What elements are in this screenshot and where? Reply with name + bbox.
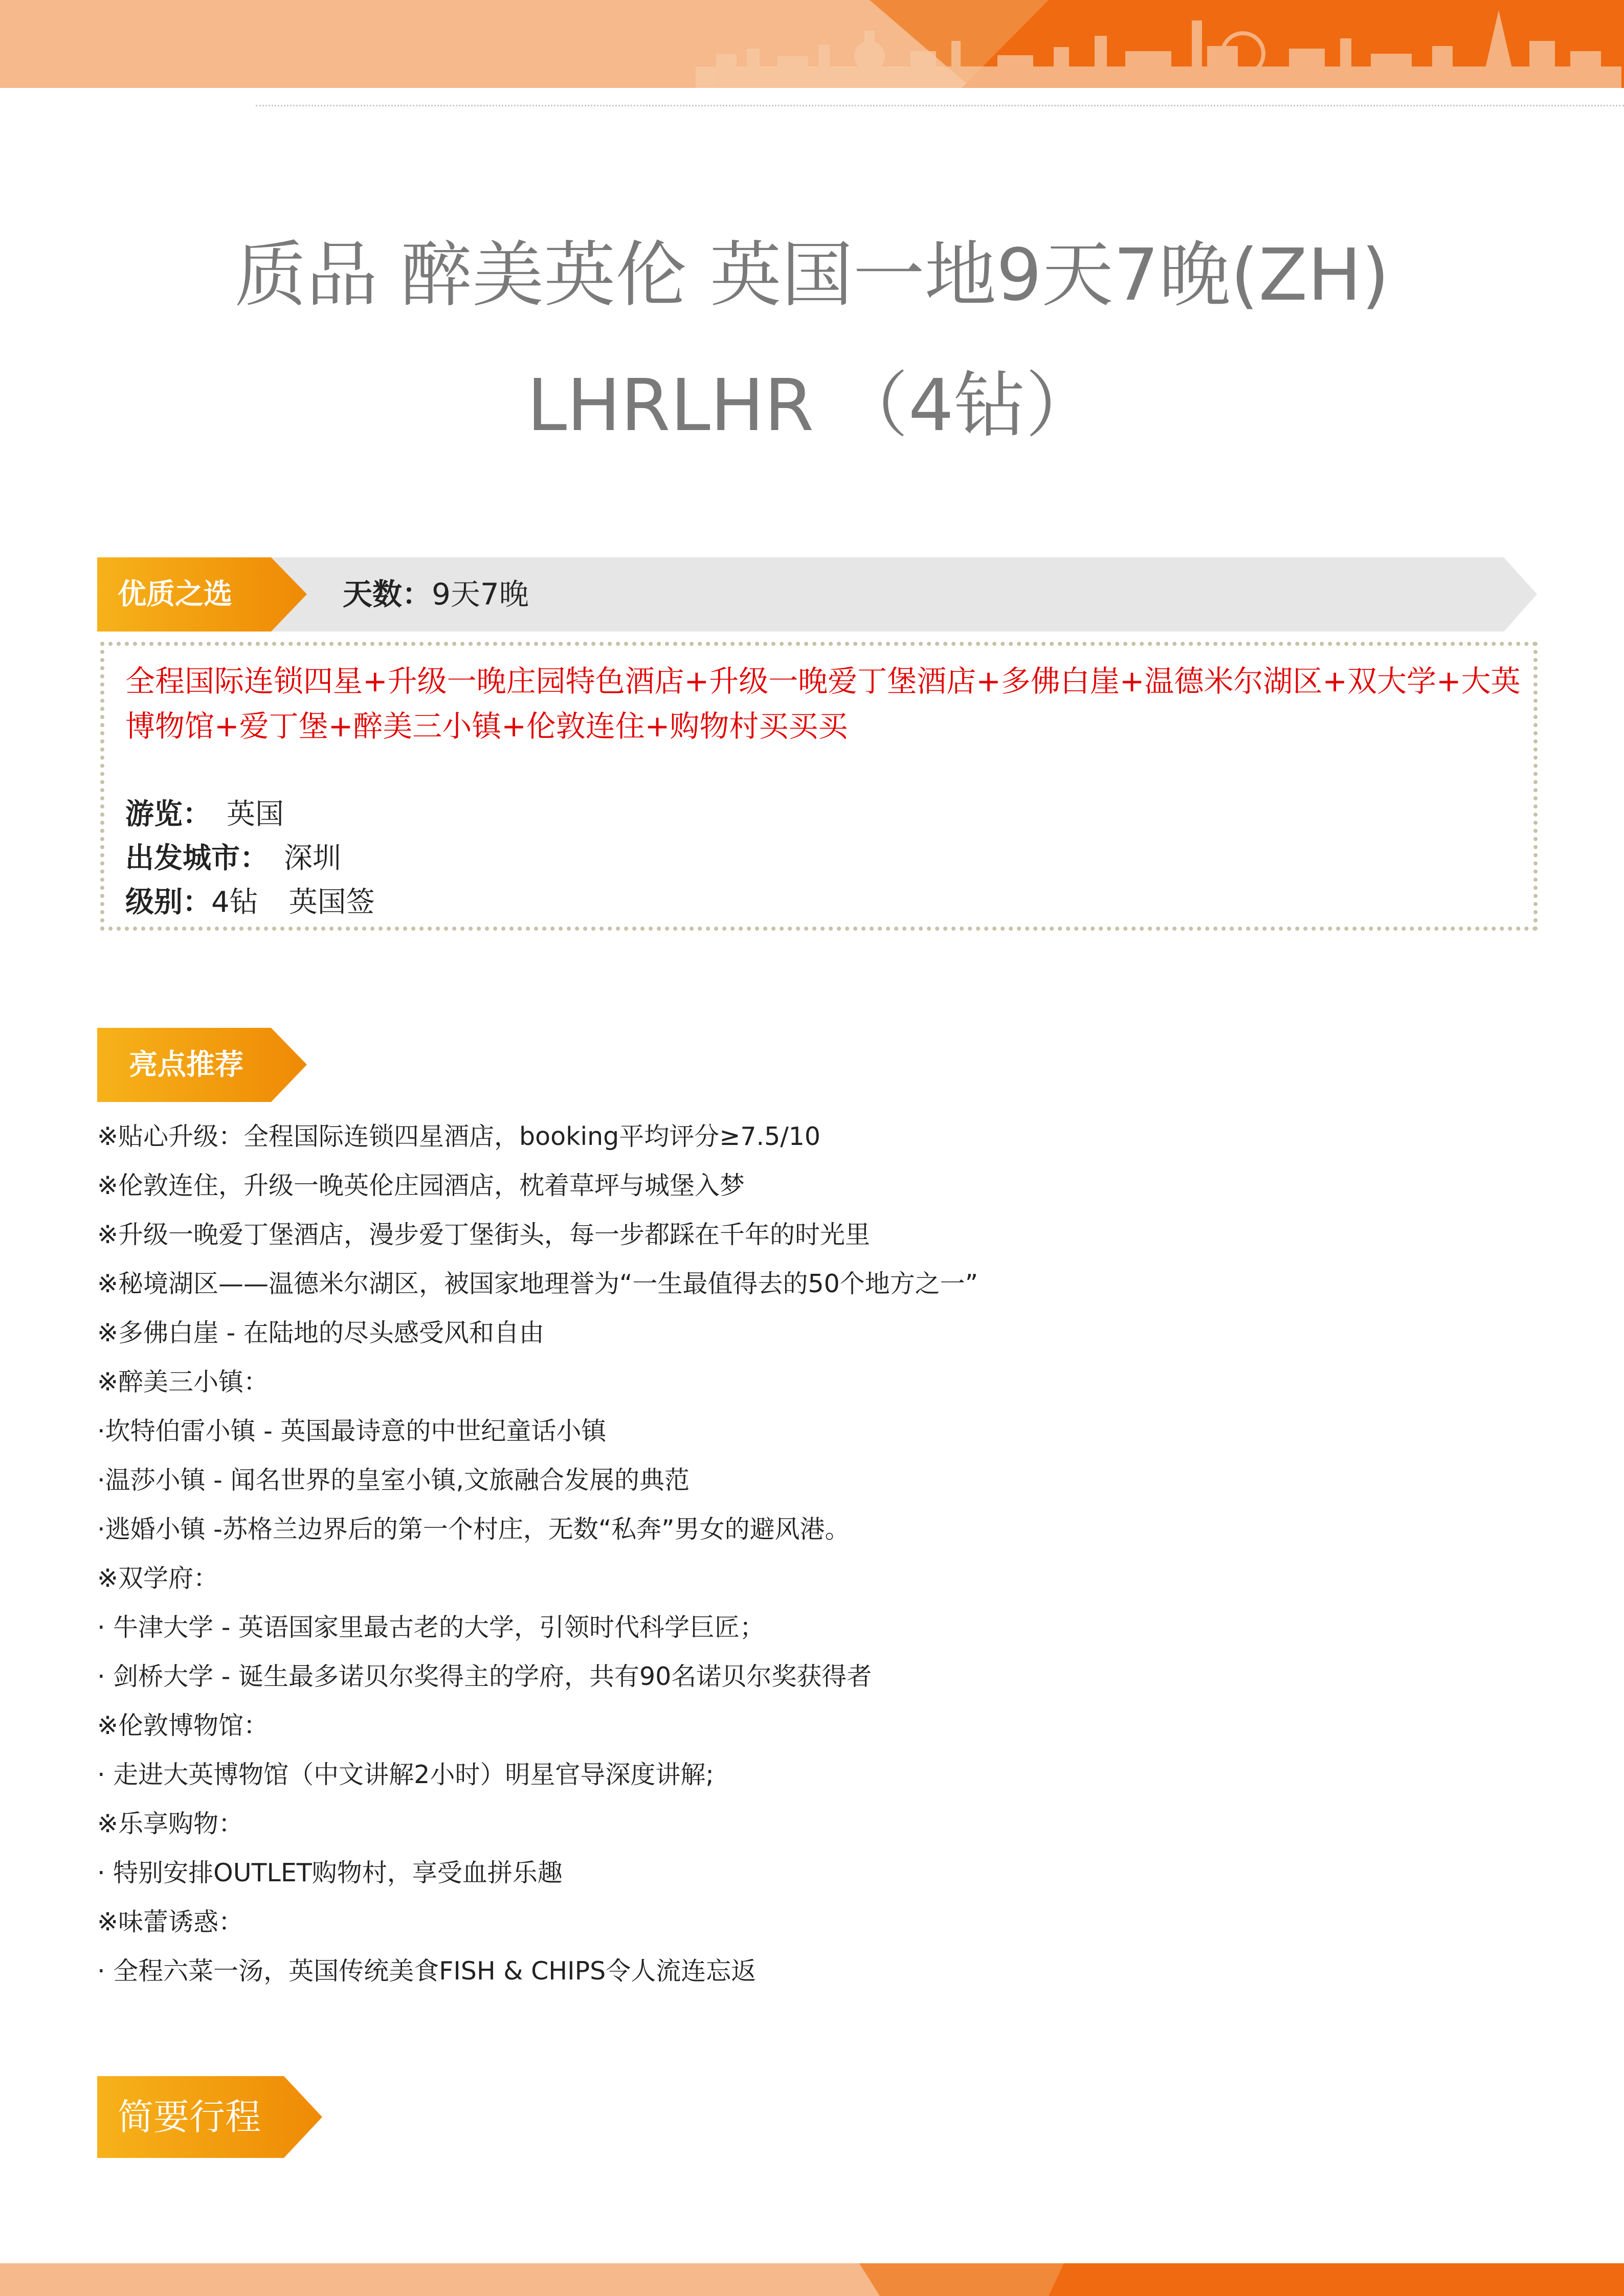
list-item: ※醉美三小镇： [97, 1367, 269, 1397]
header-divider [256, 105, 1624, 106]
meta-level-label: 级别： [125, 886, 211, 919]
meta-visa: 英国签 [288, 886, 375, 919]
tag-highlights [97, 1028, 307, 1102]
meta-tour [125, 792, 284, 832]
highlights-list [97, 1112, 978, 1996]
meta-tour-label: 游览： [125, 798, 211, 831]
list-item: ※味蕾诱惑： [97, 1907, 244, 1937]
tag-itinerary [97, 2076, 322, 2158]
header-skyline-band [0, 0, 1624, 88]
list-item: ※乐享购物： [97, 1809, 244, 1838]
tag-quality [97, 557, 307, 632]
list-item: ※双学府： [97, 1564, 219, 1593]
meta-city-label: 出发城市： [125, 842, 269, 875]
days-value: 9天7晚 [432, 577, 529, 612]
tag-itinerary-label: 简要行程 [118, 2096, 261, 2138]
list-item: ※伦敦博物馆： [97, 1711, 269, 1740]
list-item: ·逃婚小镇 -苏格兰边界后的第一个村庄，无数“私奔”男女的避风港。 [97, 1515, 850, 1544]
tag-highlights-label: 亮点推荐 [129, 1048, 243, 1082]
page-title-line-2: LHRLHR （4钻） [527, 364, 1097, 447]
list-item: ※秘境湖区——温德米尔湖区，被国家地理誉为“一生最值得去的50个地方之一” [97, 1269, 978, 1298]
list-item: · 剑桥大学 - 诞生最多诺贝尔奖得主的学府，共有90名诺贝尔奖获得者 [97, 1662, 872, 1691]
list-item: · 牛津大学 - 英语国家里最古老的大学，引领时代科学巨匠； [97, 1613, 765, 1642]
page-title-line-1: 质品 醉美英伦 英国一地9天7晚(ZH) [234, 234, 1390, 317]
list-item: ※贴心升级：全程国际连锁四星酒店，booking平均评分≥7.5/10 [97, 1122, 821, 1151]
days-info [343, 557, 529, 632]
meta-level-value: 4钻 [211, 886, 258, 919]
footer-band [0, 2263, 1624, 2296]
list-item: ※伦敦连住，升级一晚英伦庄园酒店，枕着草坪与城堡入梦 [97, 1171, 745, 1200]
list-item: · 全程六菜一汤，英国传统美食FISH & CHIPS令人流连忘返 [97, 1956, 757, 1986]
meta-city [125, 836, 341, 876]
list-item: · 走进大英博物馆（中文讲解2小时）明星官导深度讲解; [97, 1760, 714, 1789]
meta-tour-value: 英国 [227, 798, 284, 831]
meta-city-value: 深圳 [284, 842, 341, 875]
tag-quality-label: 优质之选 [118, 578, 232, 611]
list-item: · 特别安排OUTLET购物村，享受血拼乐趣 [97, 1858, 563, 1887]
meta-level [125, 880, 375, 920]
list-item: ※升级一晚爱丁堡酒店，漫步爱丁堡街头，每一步都踩在千年的时光里 [97, 1220, 871, 1249]
route-summary: 全程国际连锁四星+升级一晚庄园特色酒店+升级一晚爱丁堡酒店+多佛白崖+温德米尔湖区+双大学+大英博物馆+爱丁堡+醉美三小镇+伦敦连住+购物村买买买 [125, 664, 1521, 744]
list-item: ·温莎小镇 - 闻名世界的皇室小镇,文旅融合发展的典范 [97, 1466, 689, 1495]
days-banner [97, 557, 1537, 632]
list-item: ※多佛白崖 - 在陆地的尽头感受风和自由 [97, 1318, 544, 1347]
list-item: ·坎特伯雷小镇 - 英国最诗意的中世纪童话小镇 [97, 1416, 607, 1446]
days-label: 天数： [343, 577, 432, 612]
